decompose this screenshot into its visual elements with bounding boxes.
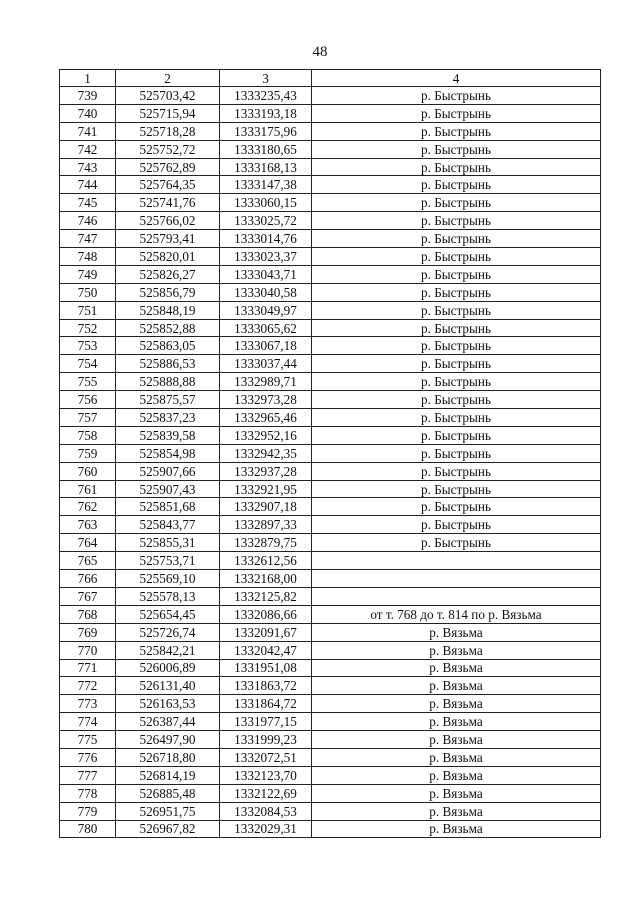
table-row xyxy=(60,409,601,427)
y-coordinate-cell: 1333060,15 xyxy=(220,194,312,212)
table-row xyxy=(60,534,601,552)
point-number-cell: 749 xyxy=(60,265,116,283)
description-cell xyxy=(312,552,601,570)
description-cell: р. Вязьма xyxy=(312,695,601,713)
y-coordinate-cell: 1332952,16 xyxy=(220,426,312,444)
description-cell: р. Быстрынь xyxy=(312,444,601,462)
description-cell: р. Быстрынь xyxy=(312,265,601,283)
column-header-x-coordinate: 2 xyxy=(116,70,220,87)
point-number-cell: 758 xyxy=(60,426,116,444)
y-coordinate-cell: 1333175,96 xyxy=(220,122,312,140)
y-coordinate-cell: 1333040,58 xyxy=(220,283,312,301)
description-cell: р. Вязьма xyxy=(312,748,601,766)
point-number-cell: 752 xyxy=(60,319,116,337)
description-cell: р. Быстрынь xyxy=(312,426,601,444)
x-coordinate-cell: 525855,31 xyxy=(116,534,220,552)
x-coordinate-cell: 525856,79 xyxy=(116,283,220,301)
x-coordinate-cell: 525820,01 xyxy=(116,248,220,266)
table-row xyxy=(60,659,601,677)
table-row xyxy=(60,373,601,391)
x-coordinate-cell: 525839,58 xyxy=(116,426,220,444)
point-number-cell: 751 xyxy=(60,301,116,319)
description-cell: р. Быстрынь xyxy=(312,194,601,212)
point-number-cell: 771 xyxy=(60,659,116,677)
table-row xyxy=(60,194,601,212)
description-cell: р. Вязьма xyxy=(312,820,601,838)
description-cell: р. Быстрынь xyxy=(312,248,601,266)
point-number-cell: 777 xyxy=(60,766,116,784)
x-coordinate-cell: 526967,82 xyxy=(116,820,220,838)
y-coordinate-cell: 1333067,18 xyxy=(220,337,312,355)
point-number-cell: 770 xyxy=(60,641,116,659)
x-coordinate-cell: 525578,13 xyxy=(116,587,220,605)
table-row xyxy=(60,444,601,462)
x-coordinate-cell: 525752,72 xyxy=(116,140,220,158)
table-row xyxy=(60,498,601,516)
table-row xyxy=(60,820,601,838)
x-coordinate-cell: 525715,94 xyxy=(116,104,220,122)
x-coordinate-cell: 525569,10 xyxy=(116,570,220,588)
table-row xyxy=(60,337,601,355)
table-row xyxy=(60,570,601,588)
x-coordinate-cell: 525764,35 xyxy=(116,176,220,194)
x-coordinate-cell: 525726,74 xyxy=(116,623,220,641)
description-cell xyxy=(312,587,601,605)
description-cell: р. Вязьма xyxy=(312,784,601,802)
y-coordinate-cell: 1332084,53 xyxy=(220,802,312,820)
point-number-cell: 742 xyxy=(60,140,116,158)
point-number-cell: 780 xyxy=(60,820,116,838)
description-cell: р. Вязьма xyxy=(312,802,601,820)
column-header-y-coordinate: 3 xyxy=(220,70,312,87)
point-number-cell: 762 xyxy=(60,498,116,516)
description-cell: р. Быстрынь xyxy=(312,122,601,140)
x-coordinate-cell: 525837,23 xyxy=(116,409,220,427)
x-coordinate-cell: 525654,45 xyxy=(116,605,220,623)
y-coordinate-cell: 1333025,72 xyxy=(220,212,312,230)
y-coordinate-cell: 1332125,82 xyxy=(220,587,312,605)
y-coordinate-cell: 1332123,70 xyxy=(220,766,312,784)
y-coordinate-cell: 1333168,13 xyxy=(220,158,312,176)
x-coordinate-cell: 526387,44 xyxy=(116,713,220,731)
description-cell: р. Вязьма xyxy=(312,623,601,641)
point-number-cell: 768 xyxy=(60,605,116,623)
table-row xyxy=(60,212,601,230)
point-number-cell: 755 xyxy=(60,373,116,391)
point-number-cell: 775 xyxy=(60,731,116,749)
point-number-cell: 745 xyxy=(60,194,116,212)
point-number-cell: 774 xyxy=(60,713,116,731)
description-cell: р. Быстрынь xyxy=(312,337,601,355)
point-number-cell: 764 xyxy=(60,534,116,552)
y-coordinate-cell: 1333180,65 xyxy=(220,140,312,158)
description-cell: р. Быстрынь xyxy=(312,516,601,534)
point-number-cell: 767 xyxy=(60,587,116,605)
x-coordinate-cell: 526497,90 xyxy=(116,731,220,749)
table-row xyxy=(60,516,601,534)
point-number-cell: 769 xyxy=(60,623,116,641)
x-coordinate-cell: 525741,76 xyxy=(116,194,220,212)
table-row xyxy=(60,462,601,480)
x-coordinate-cell: 525854,98 xyxy=(116,444,220,462)
table-row xyxy=(60,766,601,784)
table-row xyxy=(60,355,601,373)
y-coordinate-cell: 1332942,35 xyxy=(220,444,312,462)
point-number-cell: 756 xyxy=(60,391,116,409)
table-row xyxy=(60,641,601,659)
y-coordinate-cell: 1333014,76 xyxy=(220,230,312,248)
y-coordinate-cell: 1332937,28 xyxy=(220,462,312,480)
table-row xyxy=(60,677,601,695)
point-number-cell: 747 xyxy=(60,230,116,248)
point-number-cell: 750 xyxy=(60,283,116,301)
x-coordinate-cell: 526131,40 xyxy=(116,677,220,695)
point-number-cell: 740 xyxy=(60,104,116,122)
description-cell: р. Быстрынь xyxy=(312,230,601,248)
y-coordinate-cell: 1333193,18 xyxy=(220,104,312,122)
y-coordinate-cell: 1333235,43 xyxy=(220,87,312,105)
description-cell: р. Быстрынь xyxy=(312,140,601,158)
point-number-cell: 773 xyxy=(60,695,116,713)
y-coordinate-cell: 1331977,15 xyxy=(220,713,312,731)
table-row xyxy=(60,230,601,248)
x-coordinate-cell: 526006,89 xyxy=(116,659,220,677)
description-cell: р. Быстрынь xyxy=(312,480,601,498)
y-coordinate-cell: 1331951,08 xyxy=(220,659,312,677)
table-row xyxy=(60,319,601,337)
x-coordinate-cell: 526718,80 xyxy=(116,748,220,766)
y-coordinate-cell: 1332921,95 xyxy=(220,480,312,498)
point-number-cell: 746 xyxy=(60,212,116,230)
table-header-row xyxy=(60,70,601,87)
x-coordinate-cell: 525852,88 xyxy=(116,319,220,337)
table-row xyxy=(60,87,601,105)
column-header-description: 4 xyxy=(312,70,601,87)
table-row xyxy=(60,426,601,444)
x-coordinate-cell: 526951,75 xyxy=(116,802,220,820)
description-cell xyxy=(312,570,601,588)
description-cell: р. Быстрынь xyxy=(312,534,601,552)
description-cell: р. Быстрынь xyxy=(312,373,601,391)
description-cell: р. Быстрынь xyxy=(312,158,601,176)
x-coordinate-cell: 525851,68 xyxy=(116,498,220,516)
table-row xyxy=(60,158,601,176)
y-coordinate-cell: 1333023,37 xyxy=(220,248,312,266)
table-row xyxy=(60,552,601,570)
x-coordinate-cell: 525753,71 xyxy=(116,552,220,570)
y-coordinate-cell: 1332907,18 xyxy=(220,498,312,516)
x-coordinate-cell: 525875,57 xyxy=(116,391,220,409)
point-number-cell: 763 xyxy=(60,516,116,534)
point-number-cell: 765 xyxy=(60,552,116,570)
description-cell: р. Быстрынь xyxy=(312,87,601,105)
table-row xyxy=(60,248,601,266)
point-number-cell: 766 xyxy=(60,570,116,588)
description-cell: р. Быстрынь xyxy=(312,212,601,230)
point-number-cell: 776 xyxy=(60,748,116,766)
table-row xyxy=(60,802,601,820)
x-coordinate-cell: 525848,19 xyxy=(116,301,220,319)
point-number-cell: 779 xyxy=(60,802,116,820)
y-coordinate-cell: 1332965,46 xyxy=(220,409,312,427)
x-coordinate-cell: 526885,48 xyxy=(116,784,220,802)
point-number-cell: 759 xyxy=(60,444,116,462)
y-coordinate-cell: 1332122,69 xyxy=(220,784,312,802)
y-coordinate-cell: 1332072,51 xyxy=(220,748,312,766)
description-cell: р. Быстрынь xyxy=(312,391,601,409)
y-coordinate-cell: 1332989,71 xyxy=(220,373,312,391)
table-row xyxy=(60,104,601,122)
point-number-cell: 743 xyxy=(60,158,116,176)
point-number-cell: 739 xyxy=(60,87,116,105)
description-cell: р. Быстрынь xyxy=(312,104,601,122)
y-coordinate-cell: 1333037,44 xyxy=(220,355,312,373)
y-coordinate-cell: 1332168,00 xyxy=(220,570,312,588)
description-cell: от т. 768 до т. 814 по р. Вязьма xyxy=(312,605,601,623)
page-number: 48 xyxy=(312,44,328,60)
description-cell: р. Вязьма xyxy=(312,766,601,784)
description-cell: р. Вязьма xyxy=(312,641,601,659)
table-row xyxy=(60,731,601,749)
description-cell: р. Быстрынь xyxy=(312,301,601,319)
x-coordinate-cell: 525703,42 xyxy=(116,87,220,105)
y-coordinate-cell: 1331864,72 xyxy=(220,695,312,713)
table-row xyxy=(60,122,601,140)
x-coordinate-cell: 525843,77 xyxy=(116,516,220,534)
x-coordinate-cell: 525842,21 xyxy=(116,641,220,659)
description-cell: р. Вязьма xyxy=(312,677,601,695)
y-coordinate-cell: 1333043,71 xyxy=(220,265,312,283)
y-coordinate-cell: 1332897,33 xyxy=(220,516,312,534)
description-cell: р. Вязьма xyxy=(312,713,601,731)
y-coordinate-cell: 1332086,66 xyxy=(220,605,312,623)
description-cell: р. Быстрынь xyxy=(312,355,601,373)
y-coordinate-cell: 1332042,47 xyxy=(220,641,312,659)
table-row xyxy=(60,695,601,713)
y-coordinate-cell: 1333147,38 xyxy=(220,176,312,194)
column-header-point-number: 1 xyxy=(60,70,116,87)
y-coordinate-cell: 1332879,75 xyxy=(220,534,312,552)
table-row xyxy=(60,784,601,802)
description-cell: р. Быстрынь xyxy=(312,176,601,194)
y-coordinate-cell: 1331863,72 xyxy=(220,677,312,695)
description-cell: р. Быстрынь xyxy=(312,409,601,427)
y-coordinate-cell: 1333065,62 xyxy=(220,319,312,337)
table-row xyxy=(60,283,601,301)
point-number-cell: 744 xyxy=(60,176,116,194)
x-coordinate-cell: 525886,53 xyxy=(116,355,220,373)
y-coordinate-cell: 1332612,56 xyxy=(220,552,312,570)
table-row xyxy=(60,176,601,194)
x-coordinate-cell: 526814,19 xyxy=(116,766,220,784)
y-coordinate-cell: 1333049,97 xyxy=(220,301,312,319)
point-number-cell: 772 xyxy=(60,677,116,695)
x-coordinate-cell: 525718,28 xyxy=(116,122,220,140)
point-number-cell: 753 xyxy=(60,337,116,355)
x-coordinate-cell: 525762,89 xyxy=(116,158,220,176)
table-row xyxy=(60,140,601,158)
table-row xyxy=(60,748,601,766)
table-body xyxy=(60,87,601,838)
point-number-cell: 778 xyxy=(60,784,116,802)
point-number-cell: 761 xyxy=(60,480,116,498)
point-number-cell: 760 xyxy=(60,462,116,480)
description-cell: р. Вязьма xyxy=(312,659,601,677)
coordinates-table xyxy=(59,69,601,838)
x-coordinate-cell: 526163,53 xyxy=(116,695,220,713)
y-coordinate-cell: 1332973,28 xyxy=(220,391,312,409)
description-cell: р. Быстрынь xyxy=(312,498,601,516)
point-number-cell: 757 xyxy=(60,409,116,427)
point-number-cell: 748 xyxy=(60,248,116,266)
description-cell: р. Быстрынь xyxy=(312,283,601,301)
y-coordinate-cell: 1332091,67 xyxy=(220,623,312,641)
x-coordinate-cell: 525888,88 xyxy=(116,373,220,391)
table-row xyxy=(60,587,601,605)
y-coordinate-cell: 1331999,23 xyxy=(220,731,312,749)
table-row xyxy=(60,301,601,319)
x-coordinate-cell: 525793,41 xyxy=(116,230,220,248)
y-coordinate-cell: 1332029,31 xyxy=(220,820,312,838)
description-cell: р. Быстрынь xyxy=(312,462,601,480)
x-coordinate-cell: 525907,66 xyxy=(116,462,220,480)
table-row xyxy=(60,713,601,731)
point-number-cell: 741 xyxy=(60,122,116,140)
description-cell: р. Быстрынь xyxy=(312,319,601,337)
table-row xyxy=(60,391,601,409)
x-coordinate-cell: 525863,05 xyxy=(116,337,220,355)
x-coordinate-cell: 525766,02 xyxy=(116,212,220,230)
point-number-cell: 754 xyxy=(60,355,116,373)
x-coordinate-cell: 525826,27 xyxy=(116,265,220,283)
table-row xyxy=(60,265,601,283)
table-row xyxy=(60,605,601,623)
table-row xyxy=(60,623,601,641)
description-cell: р. Вязьма xyxy=(312,731,601,749)
table-row xyxy=(60,480,601,498)
x-coordinate-cell: 525907,43 xyxy=(116,480,220,498)
